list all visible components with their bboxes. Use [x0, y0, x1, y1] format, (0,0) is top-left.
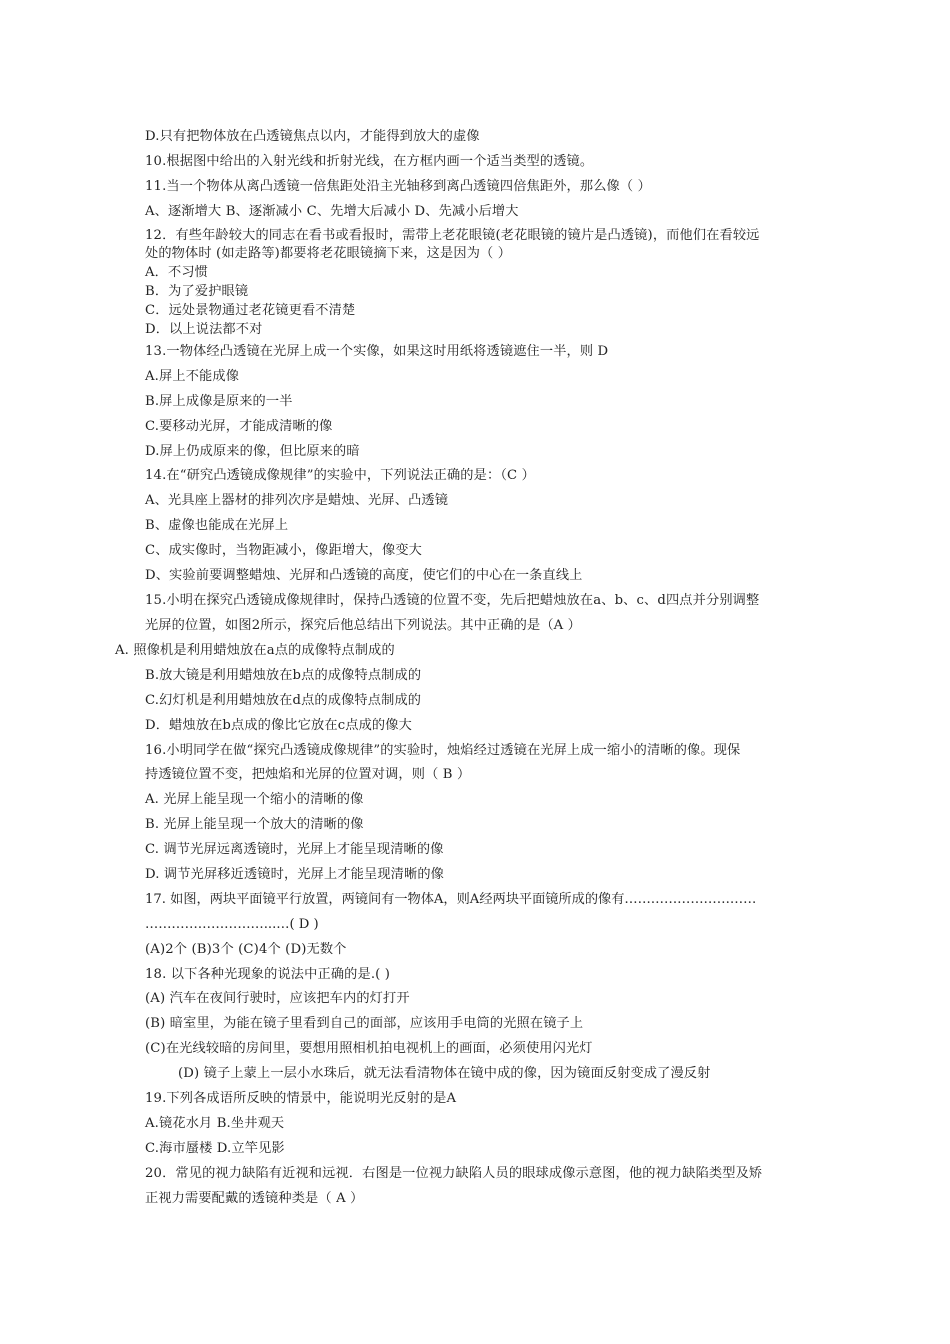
text-line: 12．有些年龄较大的同志在看书或看报时，需带上老花眼镜(老花眼镜的镜片是凸透镜)，而他们在看较远: [145, 228, 760, 243]
text-line: A、光具座上器材的排列次序是蜡烛、光屏、凸透镜: [145, 493, 449, 508]
text-line: A、逐渐增大 B、逐渐减小 C、先增大后减小 D、先减小后增大: [145, 204, 519, 219]
text-line: C.幻灯机是利用蜡烛放在d点的成像特点制成的: [145, 693, 422, 708]
text-line: 19.下列各成语所反映的情景中，能说明光反射的是A: [145, 1091, 457, 1106]
text-line: A．不习惯: [145, 265, 209, 280]
text-line: (C)在光线较暗的房间里，要想用照相机拍电视机上的画面，必须使用闪光灯: [145, 1041, 593, 1056]
text-line: 10.根据图中给出的入射光线和折射光线，在方框内画一个适当类型的透镜。: [145, 154, 594, 169]
text-line: A. 光屏上能呈现一个缩小的清晰的像: [145, 792, 364, 807]
text-line: 持透镜位置不变，把烛焰和光屏的位置对调，则（ B ）: [145, 767, 471, 782]
text-line: 18. 以下各种光现象的说法中正确的是.( ): [145, 967, 391, 982]
text-line: A. 照像机是利用蜡烛放在a点的成像特点制成的: [115, 643, 395, 658]
text-line: C. 调节光屏远离透镜时，光屏上才能呈现清晰的像: [145, 842, 444, 857]
text-line: A.镜花水月 B.坐井观天: [145, 1116, 285, 1131]
text-line: (A) 汽车在夜间行驶时，应该把车内的灯打开: [145, 991, 410, 1006]
text-line: D.屏上仍成原来的像，但比原来的暗: [145, 444, 360, 459]
text-line: 17. 如图，两块平面镜平行放置，两镜间有一物体A，则A经两块平面镜所成的像有…………………………: [145, 892, 757, 907]
text-line: B.屏上成像是原来的一半: [145, 394, 293, 409]
text-line: (D) 镜子上蒙上一层小水珠后，就无法看清物体在镜中成的像，因为镜面反射变成了漫反射: [178, 1066, 711, 1081]
text-line: D. 调节光屏移近透镜时，光屏上才能呈现清晰的像: [145, 867, 445, 882]
text-line: 正视力需要配戴的透镜种类是（ A ）: [145, 1191, 364, 1206]
text-line: 处的物体时 (如走路等)都要将老花眼镜摘下来，这是因为（ ）: [145, 246, 512, 261]
text-line: D.只有把物体放在凸透镜焦点以内，才能得到放大的虚像: [145, 129, 480, 144]
text-line: C、成实像时，当物距减小，像距增大，像变大: [145, 543, 422, 558]
text-line: 20．常见的视力缺陷有近视和远视．右图是一位视力缺陷人员的眼球成像示意图，他的视力缺陷类型及矫: [145, 1166, 763, 1181]
text-line: B、虚像也能成在光屏上: [145, 518, 289, 533]
text-line: C．远处景物通过老花镜更看不清楚: [145, 303, 356, 318]
text-line: D．以上说法都不对: [145, 322, 263, 337]
text-line: ………………………...…( D ): [145, 917, 319, 932]
text-line: B.放大镜是利用蜡烛放在b点的成像特点制成的: [145, 668, 422, 683]
text-line: (A)2个 (B)3个 (C)4个 (D)无数个: [145, 942, 347, 957]
text-line: D、实验前要调整蜡烛、光屏和凸透镜的高度，使它们的中心在一条直线上: [145, 568, 583, 583]
text-line: 14.在“研究凸透镜成像规律”的实验中，下列说法正确的是：（C ）: [145, 468, 535, 483]
text-line: 13.一物体经凸透镜在光屏上成一个实像，如果这时用纸将透镜遮住一半，则 D: [145, 344, 609, 359]
text-line: C.海市蜃楼 D.立竿见影: [145, 1141, 285, 1156]
text-line: D．蜡烛放在b点成的像比它放在c点成的像大: [145, 718, 412, 733]
text-line: B．为了爱护眼镜: [145, 284, 249, 299]
text-line: 15.小明在探究凸透镜成像规律时，保持凸透镜的位置不变，先后把蜡烛放在a、b、c、d四点并分别调整: [145, 593, 760, 608]
text-line: 光屏的位置，如图2所示，探究后他总结出下列说法。其中正确的是（A ）: [145, 618, 582, 633]
text-line: A.屏上不能成像: [145, 369, 240, 384]
text-line: C.要移动光屏，才能成清晰的像: [145, 419, 333, 434]
text-line: 11.当一个物体从离凸透镜一倍焦距处沿主光轴移到离凸透镜四倍焦距外，那么像（ ）: [145, 179, 651, 194]
text-line: B. 光屏上能呈现一个放大的清晰的像: [145, 817, 364, 832]
text-line: (B) 暗室里，为能在镜子里看到自己的面部，应该用手电筒的光照在镜子上: [145, 1016, 584, 1031]
text-line: 16.小明同学在做“探究凸透镜成像规律”的实验时，烛焰经过透镜在光屏上成一缩小的清晰的像。现保: [145, 743, 741, 758]
